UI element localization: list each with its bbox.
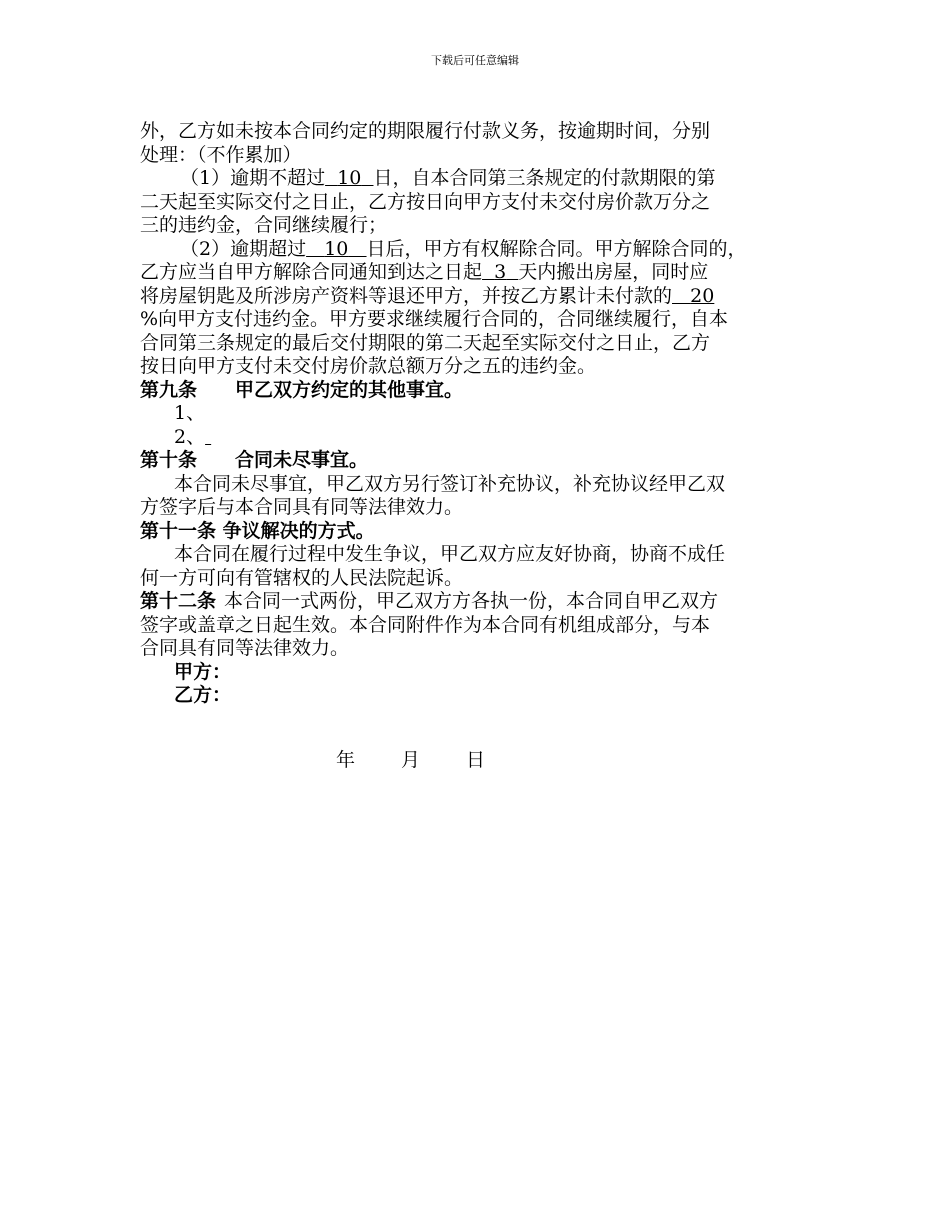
paragraph-line: 二天起至实际交付之日止，乙方按日向甲方支付未交付房价款万分之 [140, 190, 711, 213]
article-11-heading: 第十一条 争议解决的方式。 [140, 519, 375, 542]
paragraph-line: 本合同未尽事宜，甲乙双方另行签订补充协议，补充协议经甲乙双 [174, 472, 726, 495]
item2-blank-days: 10 [324, 237, 349, 260]
item1-prefix: （1）逾期不超过 [180, 167, 326, 189]
article-10-heading: 第十条 合同未尽事宜。 [140, 449, 369, 471]
paragraph-line: 签字或盖章之日起生效。本合同附件作为本合同有机组成部分，与本 [140, 613, 711, 636]
paragraph-line: 何一方可向有管辖权的人民法院起诉。 [140, 566, 464, 589]
item2-line2-prefix: 乙方应当自甲方解除合同通知到达之日起 [140, 261, 483, 283]
item2-line1 [140, 238, 820, 262]
paragraph-line: 外，乙方如未按本合同约定的期限履行付款义务，按逾期时间，分别 [140, 120, 711, 142]
item1-line1 [140, 167, 820, 191]
item1-blank: 10 [337, 167, 362, 189]
article-12-label: 第十二条 [140, 590, 217, 612]
paragraph-line: 合同具有同等法律效力。 [140, 637, 350, 659]
signature-date [336, 749, 485, 773]
paragraph-line: 方签字后与本合同具有同等法律效力。 [140, 496, 464, 518]
signature-party-b: 乙方： [174, 684, 232, 706]
blank-underline [205, 426, 211, 448]
article-12-line1 [140, 590, 820, 614]
signature-party-a: 甲方： [174, 660, 232, 683]
contract-body [140, 120, 820, 708]
date-month: 月 [401, 749, 421, 771]
date-day: 日 [466, 749, 486, 771]
paragraph-line: 本合同在履行过程中发生争议，甲乙双方应友好协商，协商不成任 [174, 543, 726, 565]
item2-blank-move: 3 [494, 261, 507, 283]
item2-suffix: 日后，甲方有权解除合同。甲方解除合同的， [366, 237, 747, 260]
paragraph-line: 合同第三条规定的最后交付期限的第二天起至实际交付之日止，乙方 [140, 331, 711, 354]
item2-line3-prefix: 将房屋钥匙及所涉房产资料等退还甲方，并按乙方累计未付款的 [140, 284, 673, 307]
item2-line3 [140, 285, 820, 309]
article-9-heading: 第九条 甲乙双方约定的其他事宜。 [140, 378, 464, 401]
date-year: 年 [336, 749, 356, 771]
article-12-text: 本合同一式两份，甲乙双方方各执一份，本合同自甲乙双方 [224, 590, 719, 612]
page-header-note: 下载后可任意编辑 [431, 54, 519, 67]
article-9-item: 2、 [140, 426, 820, 450]
article-9-item: 1、 [174, 402, 206, 424]
item2-blank-percent: 20 [690, 284, 715, 307]
paragraph-line: 处理：（不作累加） [140, 143, 302, 166]
item2-line2-suffix: 天内搬出房屋，同时应 [518, 261, 709, 283]
paragraph-line: 三的违约金，合同继续履行； [140, 214, 388, 236]
item1-suffix: 日，自本合同第三条规定的付款期限的第 [373, 167, 716, 189]
item2-prefix: （2）逾期超过 [180, 237, 307, 260]
paragraph-line: %向甲方支付违约金。甲方要求继续履行合同的，合同继续履行，自本 [140, 308, 729, 330]
item2-line2 [140, 261, 820, 285]
paragraph-line: 按日向甲方支付未交付房价款总额万分之五的违约金。 [140, 355, 597, 377]
